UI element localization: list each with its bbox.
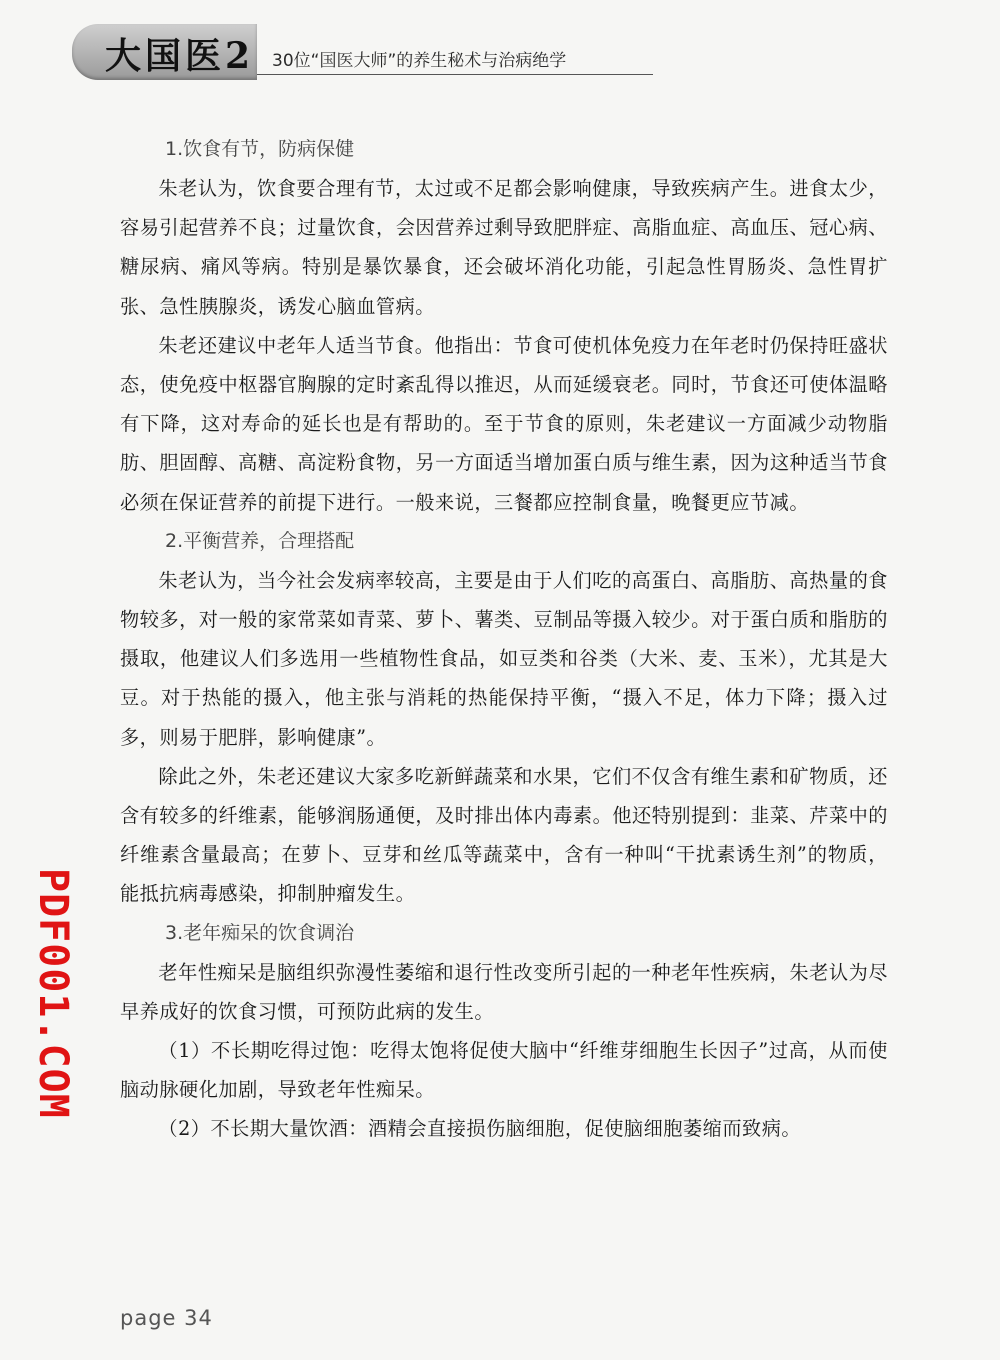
book-subtitle: 30位“国医大师”的养生秘术与治病绝学 xyxy=(272,51,567,71)
page-number: page 34 xyxy=(120,1306,213,1330)
paragraph: 朱老认为，饮食要合理有节，太过或不足都会影响健康，导致疾病产生。进食太少，容易引起营养不良；过量饮食，会因营养过剩导致肥胖症、高脂血症、高血压、冠心病、糖尿病、痛风等病。特别是暴饮暴食，还会破坏消化功能，引起急性胃肠炎、急性胃扩张、急性胰腺炎，诱发心脑血管病。 xyxy=(120,177,888,318)
watermark: PDF001.COM xyxy=(30,868,76,1119)
list-paragraph: （2）不长期大量饮酒：酒精会直接损伤脑细胞，促使脑细胞萎缩而致病。 xyxy=(158,1117,802,1141)
page-body xyxy=(120,130,888,1149)
page-header xyxy=(0,0,1000,95)
section-title: 1.饮食有节，防病保健 xyxy=(165,138,355,160)
section-title: 3.老年痴呆的饮食调治 xyxy=(165,921,355,944)
paragraph: 老年性痴呆是脑组织弥漫性萎缩和退行性改变所引起的一种老年性疾病，朱老认为尽早养成好的饮食习惯，可预防此病的发生。 xyxy=(120,960,888,1023)
paragraph: 除此之外，朱老还建议大家多吃新鲜蔬菜和水果，它们不仅含有维生素和矿物质，还含有较多的纤维素，能够润肠通便，及时排出体内毒素。他还特别提到：韭菜、芹菜中的纤维素含量最高；在萝卜、豆芽和丝瓜等蔬菜中，含有一种叫“干扰素诱生剂”的物质，能抵抗病毒感染，抑制肿瘤发生。 xyxy=(120,764,888,906)
header-rule xyxy=(257,74,653,75)
paragraph: 朱老还建议中老年人适当节食。他指出：节食可使机体免疫力在年老时仍保持旺盛状态，使免疫中枢器官胸腺的定时紊乱得以推迟，从而延缓衰老。同时，节食还可使体温略有下降，这对寿命的延长也是有帮助的。至于节食的原则，朱老建议一方面减少动物脂肪、胆固醇、高糖、高淀粉食物，另一方面适当增加蛋白质与维生素，因为这种适当节食必须在保证营养的前提下进行。一般来说，三餐都应控制食量，晚餐更应节减。 xyxy=(120,333,888,514)
paragraph: 朱老认为，当今社会发病率较高，主要是由于人们吃的高蛋白、高脂肪、高热量的食物较多，对一般的家常菜如青菜、萝卜、薯类、豆制品等摄入较少。对于蛋白质和脂肪的摄取，他建议人们多选用一些植物性食品，如豆类和谷类（大米、麦、玉米），尤其是大豆。对于热能的摄入，他主张与消耗的热能保持平衡，“摄入不足，体力下降；摄入过多，则易于肥胖，影响健康”。 xyxy=(120,568,888,749)
section-title: 2.平衡营养，合理搭配 xyxy=(165,529,355,552)
list-paragraph: （1）不长期吃得过饱：吃得太饱将促使大脑中“纤维芽细胞生长因子”过高，从而使脑动脉硬化加剧，导致老年性痴呆。 xyxy=(120,1039,888,1102)
book-logo: 大国医2 xyxy=(105,35,255,77)
